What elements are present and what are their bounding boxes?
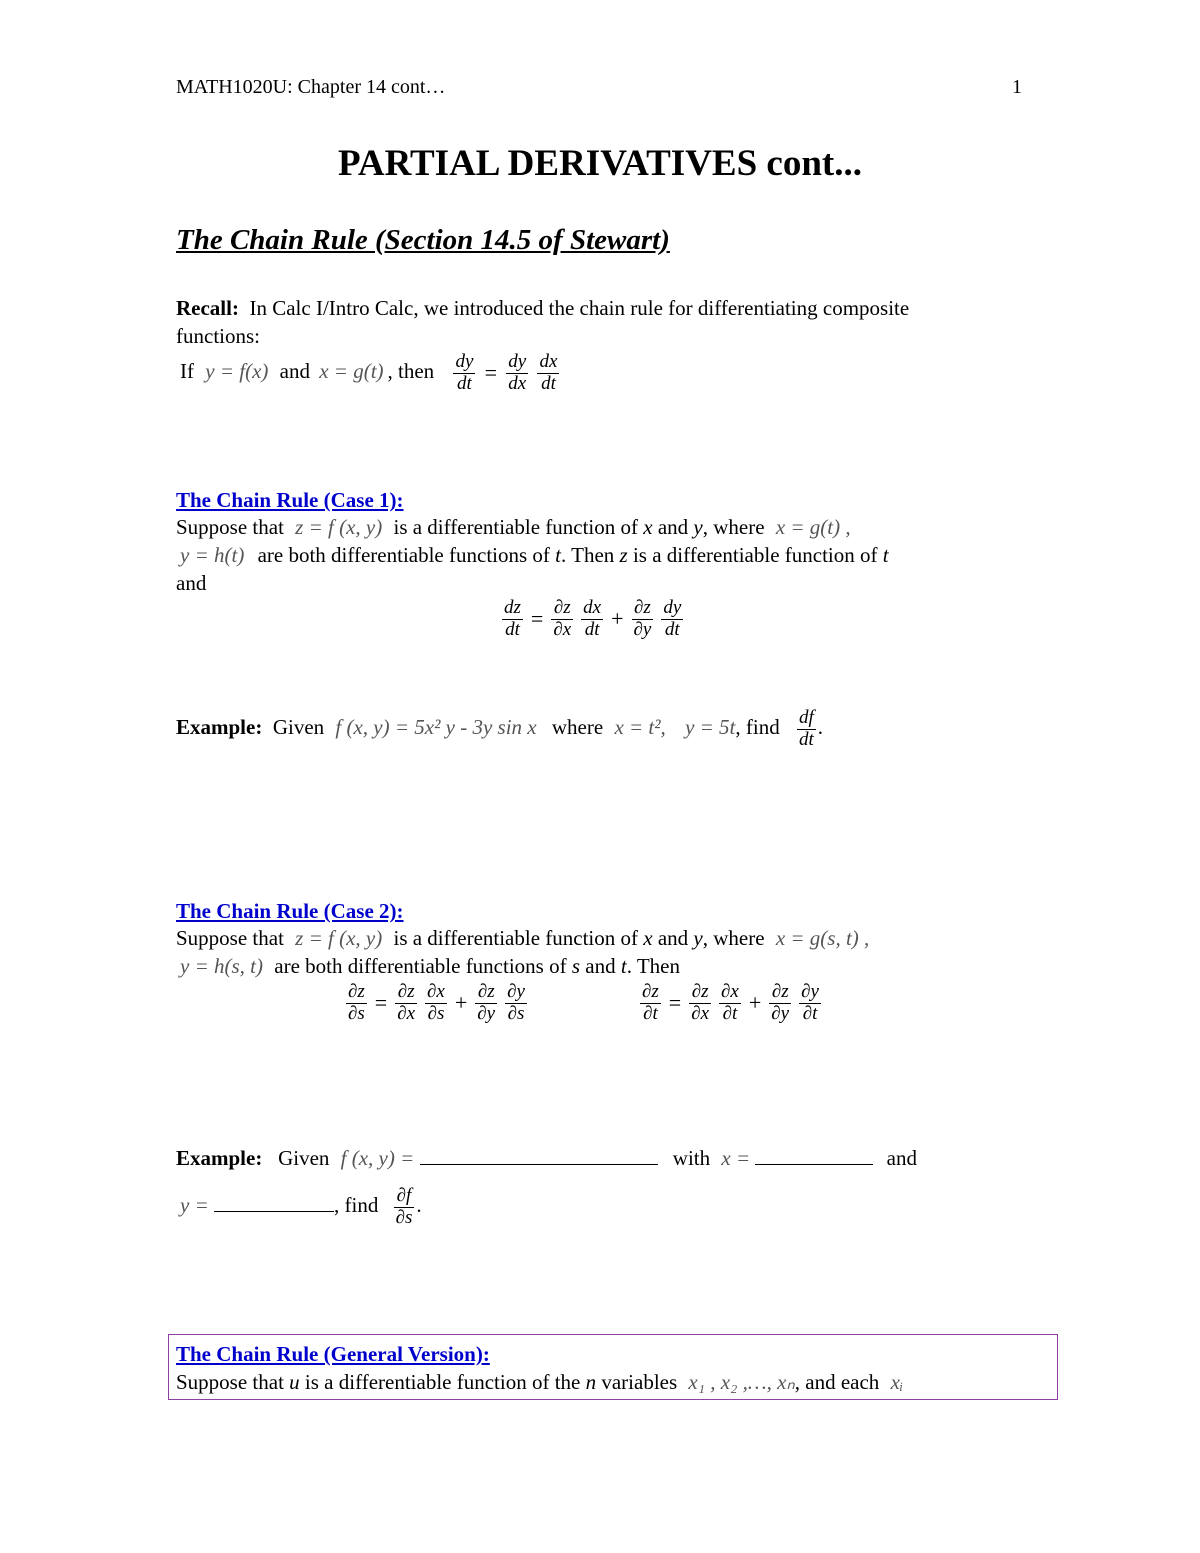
blank-function[interactable] xyxy=(420,1146,658,1165)
recall-label: Recall: xyxy=(176,296,239,320)
case2-heading: The Chain Rule (Case 2): xyxy=(176,899,404,923)
case1-heading: The Chain Rule (Case 1): xyxy=(176,488,404,512)
case1-line-3: and xyxy=(176,571,207,595)
frac-dy-dx: $\frac{dy}{dx}$ xyxy=(508,351,527,394)
case1-line-2: y = h(t) are both differentiable functions of t. Then z is a differentiable function of t xyxy=(180,543,889,567)
general-heading: The Chain Rule (General Version): xyxy=(176,1342,490,1366)
case2-line-2: y = h(s, t) are both differentiable functions of s and t. Then xyxy=(180,954,680,978)
page-number: 1 xyxy=(1012,76,1022,98)
blank-x[interactable] xyxy=(755,1146,873,1165)
case2-line-1: Suppose that z = f (x, y) is a differentiable function of x and y, where x = g(s, t) , xyxy=(176,926,870,950)
case2-formula-s: $\frac{\partial z}{\partial s}$ = $\frac{\partial z}{\partial x}$ $\frac{\partial x}{\partial s}$ + $\frac{\partial z}{\partial y}$ $\frac{\partial y}{\partial s}$ xyxy=(348,981,525,1024)
frac-dx-dt: $\frac{dx}{dt}$ xyxy=(539,351,558,394)
recall-chain-rule xyxy=(180,352,561,395)
recall-eq-2: x = g(t) xyxy=(319,359,384,384)
page-header-left: MATH1020U: Chapter 14 cont… xyxy=(176,76,446,98)
example-2-line-2: y = , find $\frac{\partial f}{\partial s}$ . xyxy=(180,1185,422,1228)
recall-line-1 xyxy=(176,296,909,321)
blank-y[interactable] xyxy=(214,1193,334,1212)
section-heading: The Chain Rule (Section 14.5 of Stewart) xyxy=(176,224,670,256)
example-2-line-1: Example: Given f (x, y) = with x = and xyxy=(176,1146,917,1170)
case1-formula: $\frac{dz}{dt}$ = $\frac{\partial z}{\partial x}$ $\frac{dx}{dt}$ + $\frac{\partial z}{\partial y}$ $\frac{dy}{dt}$ xyxy=(504,597,682,640)
frac-dy-dt: $\frac{dy}{dt}$ xyxy=(455,351,474,394)
page-title: PARTIAL DERIVATIVES cont... xyxy=(338,143,862,184)
recall-line-2: functions: xyxy=(176,324,260,348)
case2-formula-t: $\frac{\partial z}{\partial t}$ = $\frac{\partial z}{\partial x}$ $\frac{\partial x}{\partial t}$ + $\frac{\partial z}{\partial y}$ $\frac{\partial y}{\partial t}$ xyxy=(642,981,819,1024)
recall-eq-1: y = f(x) xyxy=(205,359,269,384)
recall-text: In Calc I/Intro Calc, we introduced the chain rule for differentiating composite xyxy=(249,296,910,320)
general-line-1: Suppose that u is a differentiable function of the n variables x₁ , x₂ ,…, xₙ, and each xᵢ xyxy=(176,1370,904,1394)
if-word: If xyxy=(180,359,194,384)
and-word: and xyxy=(279,359,310,384)
example-1: Example: Given f (x, y) = 5x² y - 3y sin x where x = t², y = 5t, find $\frac{df}{dt}$ . xyxy=(176,707,823,750)
equals-sign: = xyxy=(484,360,498,386)
case1-line-1: Suppose that z = f (x, y) is a differentiable function of x and y, where x = g(t) , xyxy=(176,515,851,539)
then-word: , then xyxy=(387,359,435,384)
